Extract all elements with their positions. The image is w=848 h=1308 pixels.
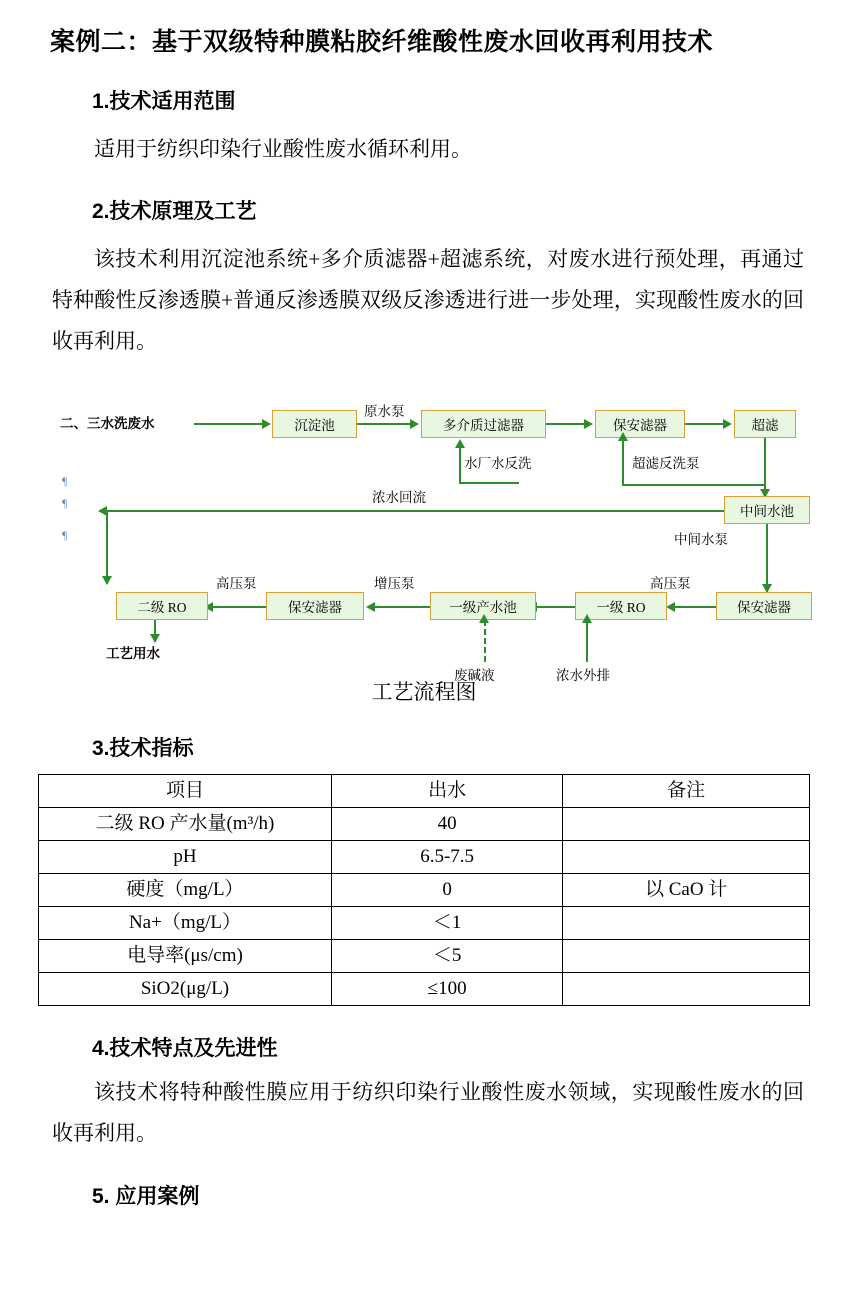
page-title: 案例二：基于双级特种膜粘胶纤维酸性废水回收再利用技术 bbox=[50, 28, 714, 56]
edge-label-hp-pump-2: 高压泵 bbox=[650, 576, 691, 592]
node-ro-stage-2: 二级 RO bbox=[116, 592, 208, 620]
edge-label-hp-pump-1: 高压泵 bbox=[216, 576, 257, 592]
edge-line bbox=[106, 510, 724, 512]
pilcrow-mark: ¶ bbox=[62, 474, 68, 489]
edge-arrow bbox=[666, 602, 675, 612]
process-flow-diagram bbox=[44, 376, 804, 684]
section-heading-1: 1.技术适用范围 bbox=[92, 89, 236, 113]
table-cell bbox=[563, 907, 810, 940]
edge-arrow bbox=[455, 439, 465, 448]
edge-arrow bbox=[410, 419, 419, 429]
edge-line bbox=[766, 524, 768, 592]
node-multimedia-filter: 多介质过滤器 bbox=[421, 410, 546, 438]
edge-label-concentrate-return: 浓水回流 bbox=[372, 490, 426, 506]
table-cell: 二级 RO 产水量(m³/h) bbox=[39, 808, 332, 841]
edge-line bbox=[622, 484, 764, 486]
edge-line bbox=[459, 482, 519, 484]
section-heading-2: 2.技术原理及工艺 bbox=[92, 200, 257, 224]
pilcrow-mark: ¶ bbox=[62, 528, 68, 543]
edge-line bbox=[357, 423, 412, 425]
node-cartridge-filter-1: 保安滤器 bbox=[595, 410, 685, 438]
table-header-row bbox=[39, 775, 810, 808]
edge-label-booster-pump: 增压泵 bbox=[374, 576, 415, 592]
table-header-cell: 出水 bbox=[331, 775, 562, 808]
table-cell: ＜5 bbox=[331, 940, 562, 973]
table-cell bbox=[563, 841, 810, 874]
section-paragraph-4: 该技术将特种酸性膜应用于纺织印染行业酸性废水领域，实现酸性废水的回收再利用。 bbox=[52, 1080, 804, 1146]
table-cell: SiO2(μg/L) bbox=[39, 973, 332, 1006]
table-row bbox=[39, 841, 810, 874]
edge-line bbox=[374, 606, 430, 608]
edge-arrow bbox=[582, 614, 592, 623]
table-cell bbox=[563, 973, 810, 1006]
edge-arrow bbox=[618, 432, 628, 441]
table-cell: ≤100 bbox=[331, 973, 562, 1006]
edge-line bbox=[674, 606, 716, 608]
edge-label-plant-water-backwash: 水厂水反洗 bbox=[464, 456, 532, 472]
table-cell: 6.5-7.5 bbox=[331, 841, 562, 874]
pilcrow-mark: ¶ bbox=[62, 496, 68, 511]
edge-line bbox=[685, 423, 725, 425]
edge-label-intermediate-pump: 中间水泵 bbox=[674, 532, 728, 548]
node-cartridge-filter-2: 保安滤器 bbox=[716, 592, 812, 620]
table-row bbox=[39, 907, 810, 940]
section-heading-3: 3.技术指标 bbox=[92, 737, 194, 761]
table-row bbox=[39, 808, 810, 841]
node-cartridge-filter-3: 保安滤器 bbox=[266, 592, 364, 620]
edge-line bbox=[212, 606, 266, 608]
edge-label-uf-backwash-pump: 超滤反洗泵 bbox=[632, 456, 700, 472]
edge-arrow bbox=[102, 576, 112, 585]
edge-line bbox=[622, 438, 624, 486]
table-cell bbox=[563, 808, 810, 841]
edge-line bbox=[106, 510, 108, 584]
edge-line bbox=[546, 423, 586, 425]
table-header-cell: 项目 bbox=[39, 775, 332, 808]
edge-arrow bbox=[262, 419, 271, 429]
node-sedimentation-tank: 沉淀池 bbox=[272, 410, 357, 438]
edge-arrow bbox=[366, 602, 375, 612]
spec-table bbox=[38, 774, 810, 1006]
table-row bbox=[39, 940, 810, 973]
edge-line bbox=[586, 620, 588, 662]
node-ultrafiltration: 超滤 bbox=[734, 410, 796, 438]
edge-line bbox=[764, 438, 766, 496]
table-cell: 硬度（mg/L） bbox=[39, 874, 332, 907]
table-row bbox=[39, 973, 810, 1006]
section-heading-5: 5. 应用案例 bbox=[92, 1185, 200, 1209]
diagram-outlet-label: 工艺用水 bbox=[106, 646, 160, 662]
edge-arrow bbox=[584, 419, 593, 429]
edge-line bbox=[194, 423, 264, 425]
edge-label-waste-alkali: 废碱液 bbox=[454, 668, 495, 684]
table-cell: ＜1 bbox=[331, 907, 562, 940]
edge-arrow bbox=[479, 614, 489, 623]
section-paragraph-2: 该技术利用沉淀池系统+多介质滤器+超滤系统，对废水进行预处理，再通过特种酸性反渗透膜+普通反渗透膜双级反渗透进行进一步处理，实现酸性废水的回收再利用。 bbox=[52, 247, 804, 354]
table-header-cell: 备注 bbox=[563, 775, 810, 808]
table-cell: 以 CaO 计 bbox=[563, 874, 810, 907]
node-intermediate-tank: 中间水池 bbox=[724, 496, 810, 524]
edge-label-concentrate-discharge: 浓水外排 bbox=[556, 668, 610, 684]
table-cell: 0 bbox=[331, 874, 562, 907]
edge-arrow bbox=[723, 419, 732, 429]
table-cell: 电导率(μs/cm) bbox=[39, 940, 332, 973]
table-cell: Na+（mg/L） bbox=[39, 907, 332, 940]
edge-line bbox=[536, 606, 575, 608]
section-heading-4: 4.技术特点及先进性 bbox=[92, 1037, 278, 1061]
table-row bbox=[39, 874, 810, 907]
figure-caption: 工艺流程图 bbox=[371, 680, 477, 705]
edge-line bbox=[459, 448, 461, 484]
table-cell: 40 bbox=[331, 808, 562, 841]
document-page bbox=[0, 26, 848, 1308]
node-stage-1-product-tank: 一级产水池 bbox=[430, 592, 536, 620]
section-paragraph-1: 适用于纺织印染行业酸性废水循环利用。 bbox=[94, 136, 472, 161]
edge-line-dashed bbox=[484, 620, 486, 662]
node-ro-stage-1: 一级 RO bbox=[575, 592, 667, 620]
diagram-inlet-label: 二、三水洗废水 bbox=[60, 416, 155, 432]
table-cell bbox=[563, 940, 810, 973]
table-cell: pH bbox=[39, 841, 332, 874]
edge-label-raw-water-pump: 原水泵 bbox=[364, 404, 405, 420]
